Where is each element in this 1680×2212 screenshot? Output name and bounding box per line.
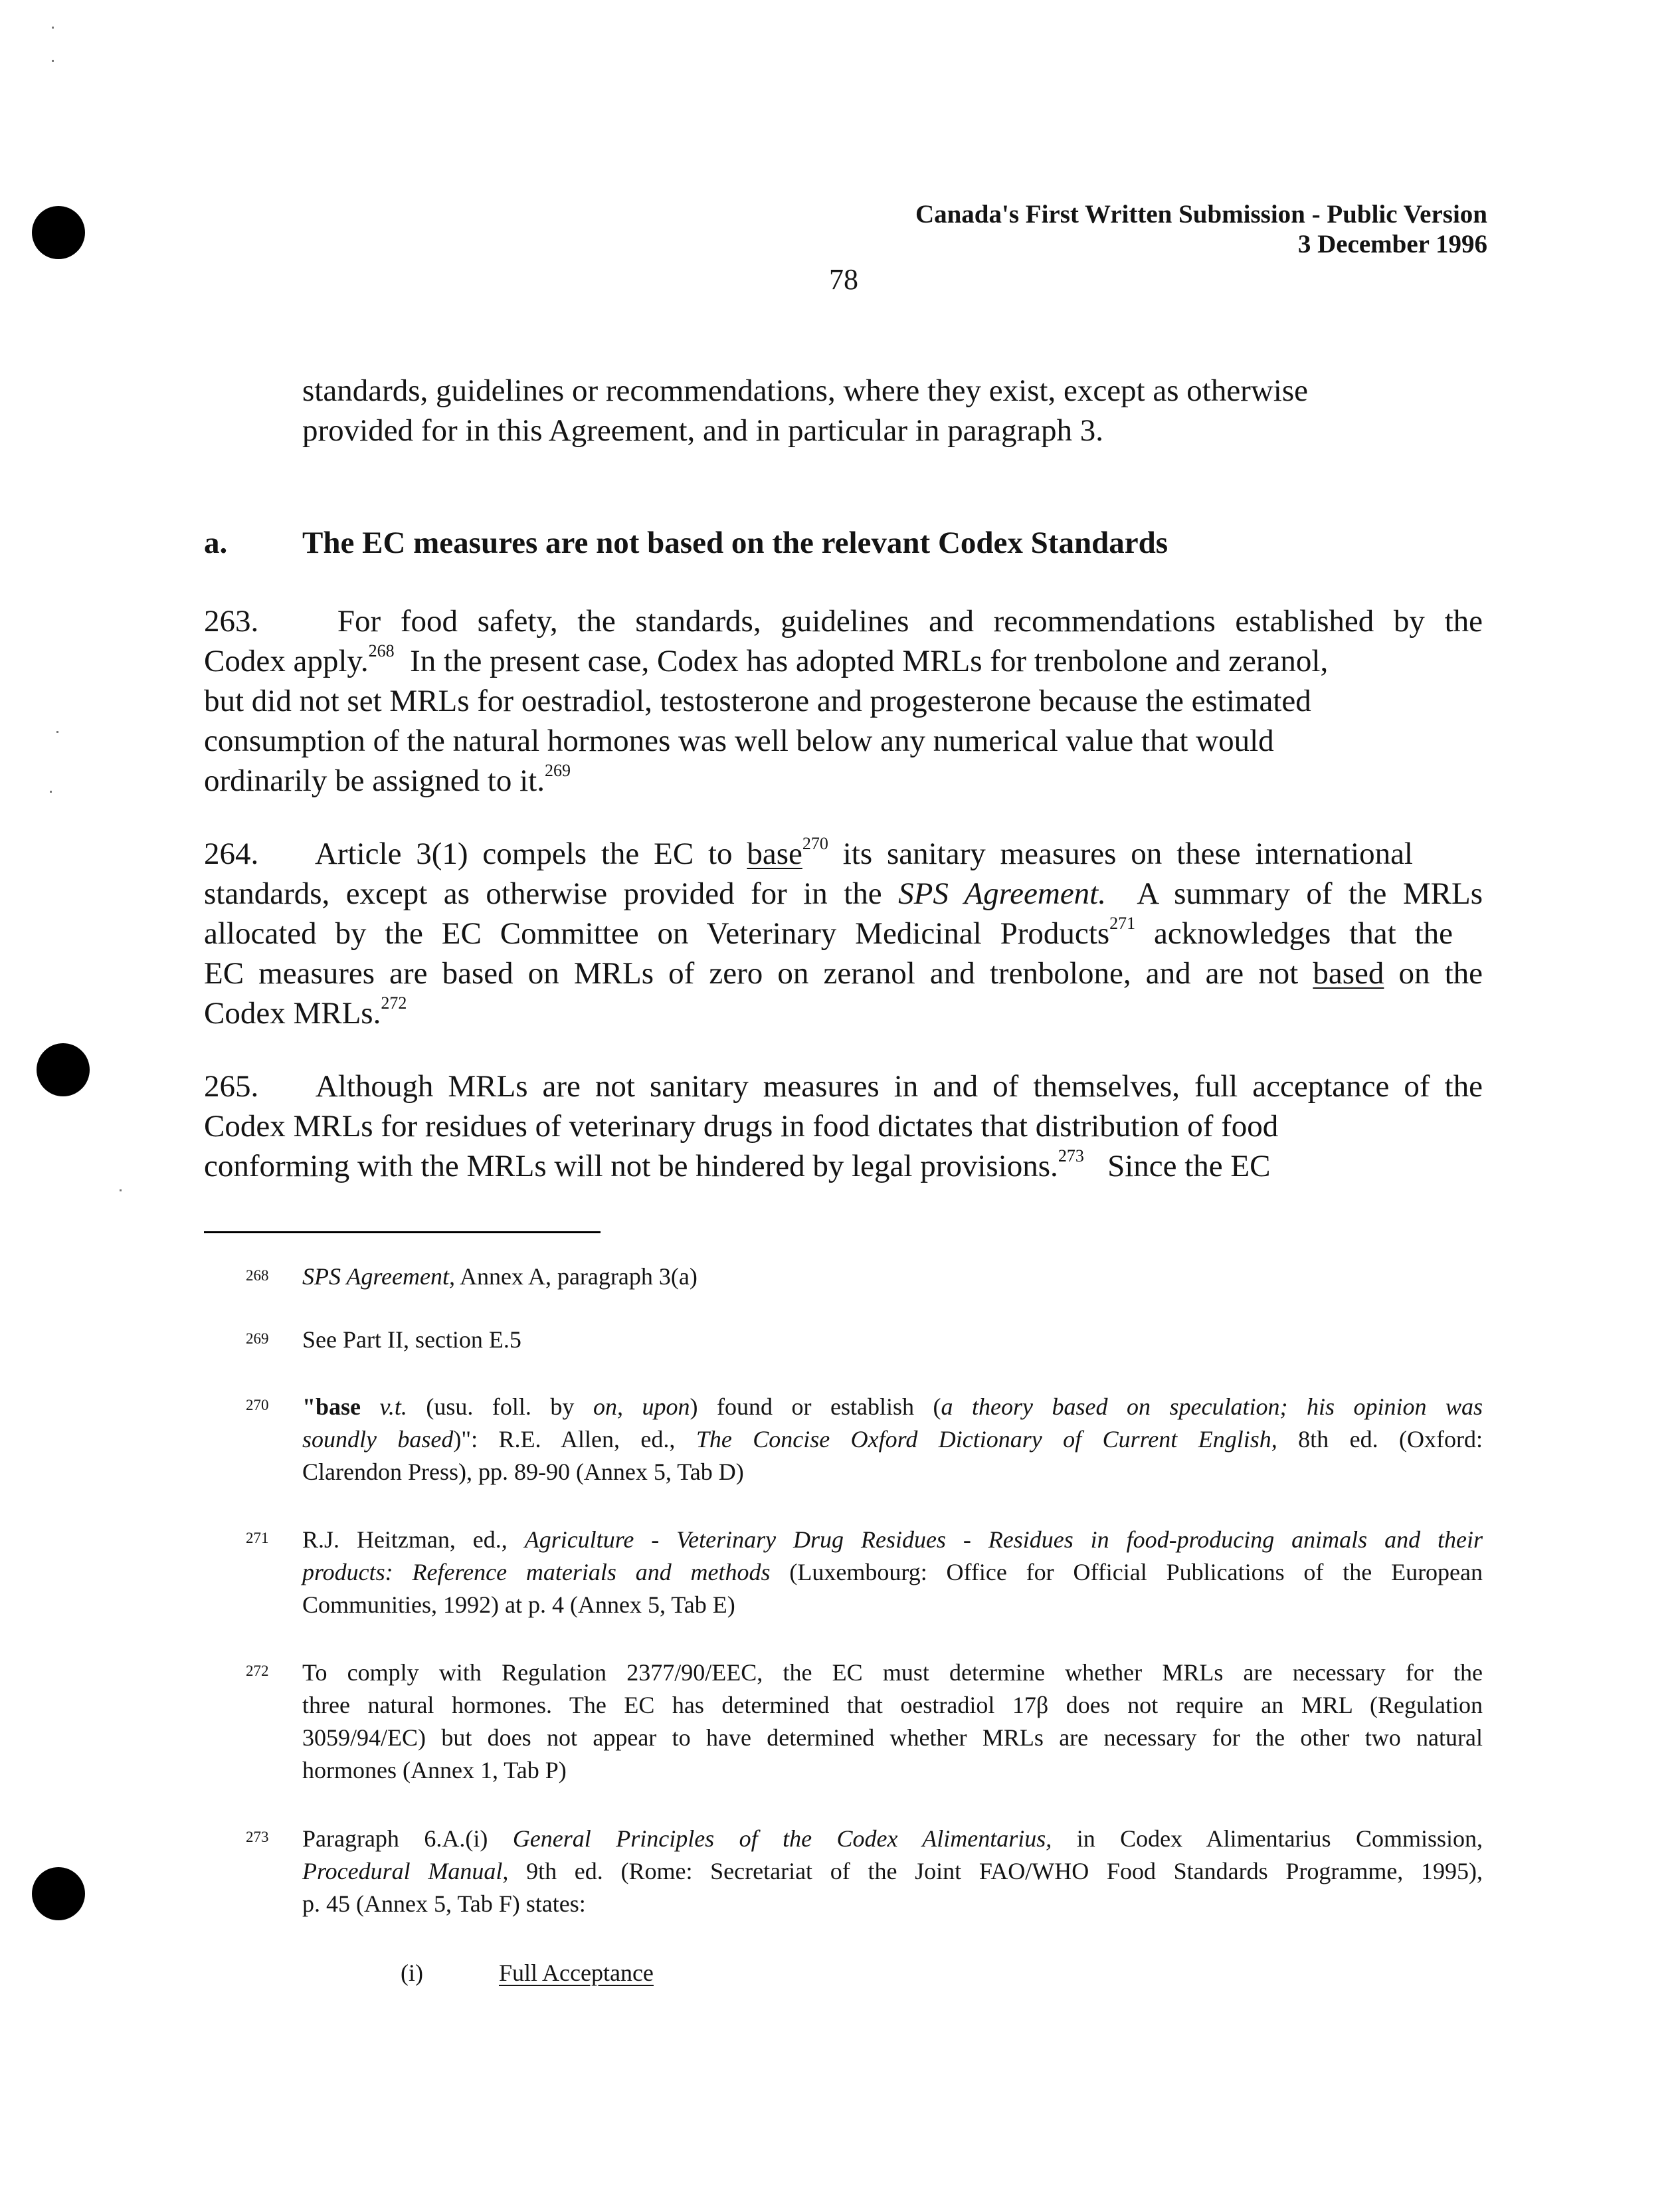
section-letter: a. bbox=[204, 526, 228, 560]
text-line: consumption of the natural hormones was well below any numerical value that would bbox=[204, 724, 1274, 758]
footnote-270-line bbox=[302, 1423, 1483, 1456]
footnote-ref[interactable]: 272 bbox=[381, 993, 407, 1013]
text-line bbox=[204, 601, 1483, 641]
footnote-273-line bbox=[302, 1823, 1483, 1855]
footnote-number: 271 bbox=[246, 1530, 269, 1546]
text-line: Codex MRLs for residues of veterinary drugs in food dictates that distribution of food bbox=[204, 1109, 1279, 1144]
text-span: EC measures are based on MRLs of zero on zeranol and trenbolone, and are not bbox=[204, 956, 1299, 991]
footnote-number: 268 bbox=[246, 1267, 269, 1284]
scan-speck bbox=[50, 791, 52, 793]
italic-title: Agriculture - Veterinary Drug Residues - Residues in food-producing animals and their bbox=[524, 1526, 1483, 1553]
footnote-273-line: p. 45 (Annex 5, Tab F) states: bbox=[302, 1890, 586, 1917]
punch-hole-middle bbox=[37, 1043, 90, 1096]
text-span: Annex A, paragraph 3(a) bbox=[459, 1263, 698, 1290]
text-span: In the present case, Codex has adopted MRLs for trenbolone and zeranol, bbox=[410, 644, 1329, 678]
underlined-word: base bbox=[747, 837, 802, 871]
text-span: Since the EC bbox=[1107, 1149, 1271, 1183]
italic-title: SPS Agreement, bbox=[302, 1263, 455, 1290]
text-line: but did not set MRLs for oestradiol, testosterone and progesterone because the estimated bbox=[204, 684, 1311, 718]
text-span: For food safety, the standards, guidelines and recommendations established by the bbox=[337, 604, 1483, 639]
footnote-272-line: hormones (Annex 1, Tab P) bbox=[302, 1757, 567, 1783]
header-title: Canada's First Written Submission - Public Version bbox=[915, 200, 1487, 229]
footnote-number: 272 bbox=[246, 1662, 269, 1679]
scan-speck bbox=[120, 1189, 122, 1191]
footnote-ref[interactable]: 271 bbox=[1109, 914, 1136, 933]
footnote-number: 273 bbox=[246, 1829, 269, 1845]
header-date: 3 December 1996 bbox=[1297, 230, 1487, 258]
paragraph-number: 264. bbox=[204, 837, 259, 871]
text-line bbox=[204, 641, 1328, 681]
text-span: allocated by the EC Committee on Veterinary Medicinal Products bbox=[204, 916, 1110, 951]
text-line bbox=[204, 1146, 1270, 1186]
scan-speck bbox=[52, 60, 54, 62]
punch-hole-top bbox=[32, 206, 85, 259]
italic-title: SPS Agreement. bbox=[898, 876, 1106, 911]
footnote-ref[interactable]: 270 bbox=[802, 834, 828, 853]
text-span: on the bbox=[1398, 956, 1483, 991]
text-span: acknowledges that the bbox=[1154, 916, 1453, 951]
text-span: ) found or establish ( bbox=[690, 1393, 941, 1420]
punch-hole-bottom bbox=[32, 1867, 85, 1920]
text-line bbox=[204, 954, 1483, 993]
list-item-number: (i) bbox=[401, 1960, 423, 1986]
section-title: The EC measures are not based on the relevant Codex Standards bbox=[302, 526, 1168, 560]
footnote-ref[interactable]: 273 bbox=[1058, 1146, 1084, 1165]
footnote-270-line bbox=[302, 1391, 1483, 1423]
footnote-ref[interactable]: 268 bbox=[368, 641, 395, 660]
italic-title: products: Reference materials and methods bbox=[302, 1559, 771, 1585]
text-span: Codex MRLs. bbox=[204, 996, 381, 1031]
footnote-number: 269 bbox=[246, 1330, 269, 1347]
paragraph-number: 263. bbox=[204, 604, 259, 639]
text-line bbox=[204, 993, 407, 1033]
underlined-word: based bbox=[1313, 956, 1384, 991]
footnote-272-line: 3059/94/EC) but does not appear to have determined whether MRLs are necessary for the other two natural bbox=[302, 1724, 1483, 1751]
scan-speck bbox=[56, 731, 58, 733]
italic-term: soundly based bbox=[302, 1426, 454, 1453]
footnote-270-line: Clarendon Press), pp. 89-90 (Annex 5, Tab D) bbox=[302, 1458, 744, 1485]
text-span: standards, except as otherwise provided for in the bbox=[204, 876, 882, 911]
text-span: its sanitary measures on these international bbox=[842, 837, 1413, 871]
text-span: ordinarily be assigned to it. bbox=[204, 763, 545, 798]
italic-title: Procedural Manual, bbox=[302, 1858, 509, 1884]
footnote-271-line bbox=[302, 1524, 1483, 1556]
text-span: Although MRLs are not sanitary measures in and of themselves, full acceptance of the bbox=[315, 1069, 1483, 1104]
text-span: (usu. foll. by bbox=[426, 1393, 575, 1420]
paragraph-number: 265. bbox=[204, 1069, 259, 1104]
text-span: A summary of the MRLs bbox=[1137, 876, 1483, 911]
italic-title: The Concise Oxford Dictionary of Current English, bbox=[696, 1426, 1277, 1453]
text-line bbox=[204, 1066, 1483, 1106]
text-span: Paragraph 6.A.(i) bbox=[302, 1825, 488, 1852]
italic-term: on, upon bbox=[593, 1393, 690, 1420]
text-span: (Luxembourg: Office for Official Publications of the European bbox=[789, 1559, 1483, 1585]
footnote-number: 270 bbox=[246, 1397, 269, 1413]
text-span: 9th ed. (Rome: Secretariat of the Joint FAO/WHO Food Standards Programme, 1995), bbox=[526, 1858, 1483, 1884]
text-line bbox=[204, 761, 571, 801]
scan-speck bbox=[52, 27, 54, 29]
text-span: )": R.E. Allen, ed., bbox=[453, 1426, 676, 1453]
text-span: Codex apply. bbox=[204, 644, 369, 678]
footnote-272-line: three natural hormones. The EC has determined that oestradiol 17β does not require an MRL (Regulation bbox=[302, 1692, 1483, 1718]
footnote-271-line: Communities, 1992) at p. 4 (Annex 5, Tab E) bbox=[302, 1591, 735, 1618]
text-span: in Codex Alimentarius Commission, bbox=[1076, 1825, 1483, 1852]
footnote-271-line bbox=[302, 1556, 1483, 1589]
italic-term: v.t. bbox=[379, 1393, 407, 1420]
text-span: Article 3(1) compels the EC to bbox=[314, 837, 733, 871]
footnote-268 bbox=[302, 1260, 698, 1293]
text-line: standards, guidelines or recommendations, where they exist, except as otherwise bbox=[302, 373, 1308, 408]
text-line bbox=[204, 834, 1413, 874]
footnote-272-line: To comply with Regulation 2377/90/EEC, the EC must determine whether MRLs are necessary for the bbox=[302, 1659, 1483, 1686]
footnote-separator bbox=[204, 1231, 601, 1233]
text-line bbox=[204, 914, 1453, 954]
footnote-269: See Part II, section E.5 bbox=[302, 1326, 521, 1353]
italic-title: General Principles of the Codex Alimentarius, bbox=[512, 1825, 1052, 1852]
text-span: conforming with the MRLs will not be hindered by legal provisions. bbox=[204, 1149, 1058, 1183]
list-item-label: Full Acceptance bbox=[499, 1960, 654, 1986]
footnote-ref[interactable]: 269 bbox=[544, 761, 571, 780]
page-number: 78 bbox=[829, 263, 858, 296]
footnote-273-line bbox=[302, 1855, 1483, 1888]
text-line: provided for in this Agreement, and in particular in paragraph 3. bbox=[302, 413, 1103, 448]
text-span: 8th ed. (Oxford: bbox=[1298, 1426, 1483, 1453]
italic-term: a theory based on speculation; his opinion was bbox=[941, 1393, 1483, 1420]
bold-term: "base bbox=[302, 1393, 361, 1420]
text-line bbox=[204, 874, 1483, 914]
text-span: R.J. Heitzman, ed., bbox=[302, 1526, 508, 1553]
